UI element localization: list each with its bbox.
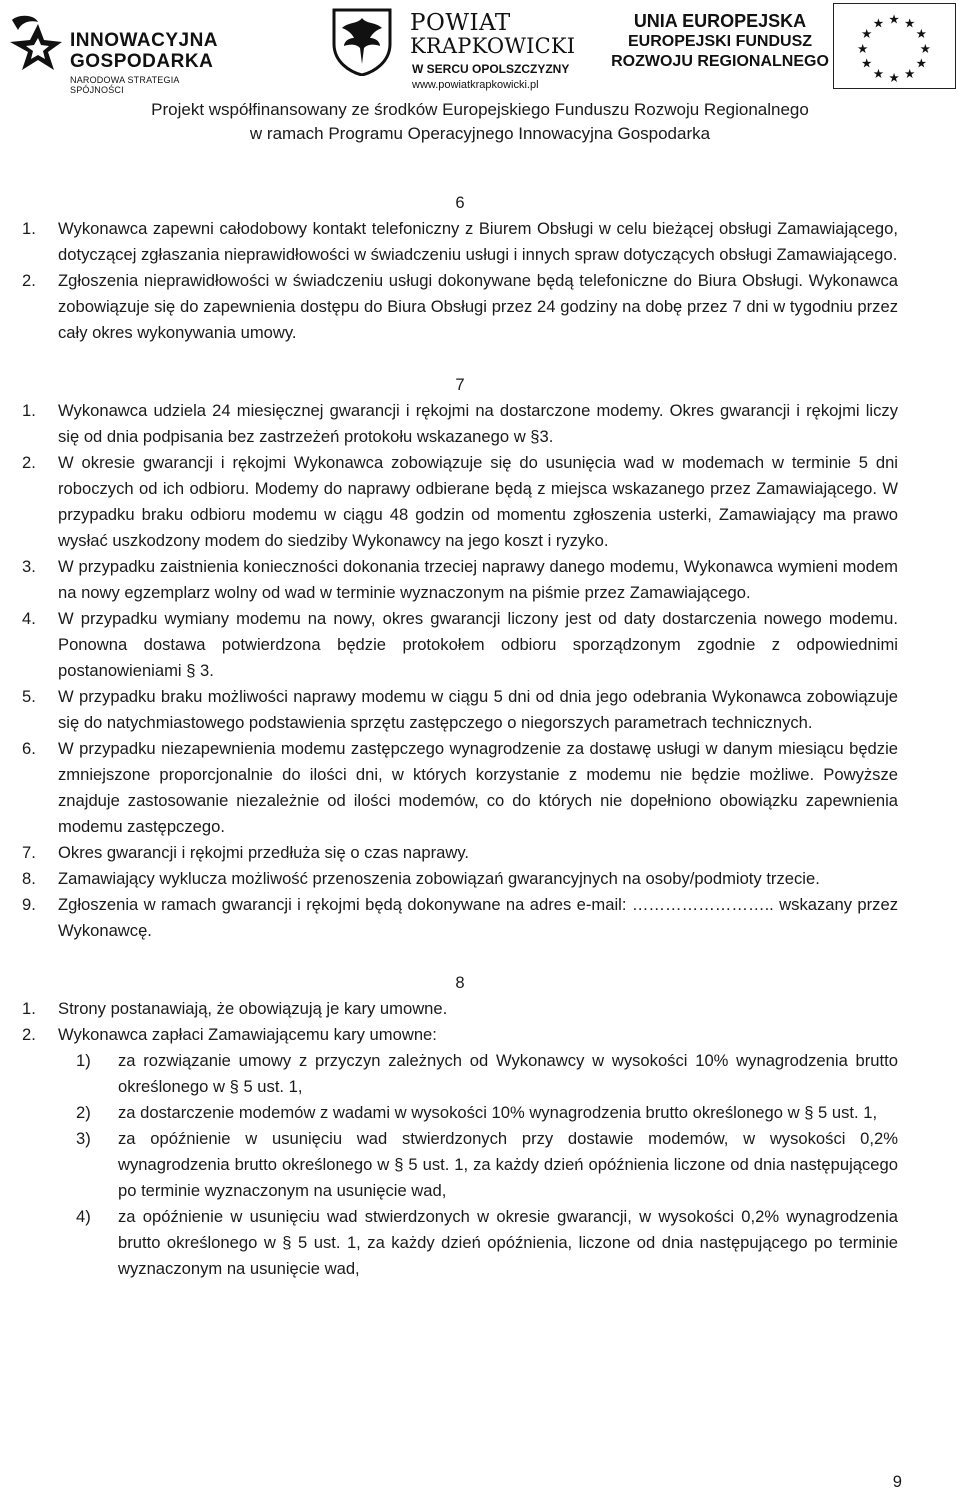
- powiat-logo-line1: POWIAT: [410, 10, 511, 36]
- list-item: [22, 866, 898, 892]
- list-item: [22, 684, 898, 736]
- sublist-item-number: 4): [76, 1207, 91, 1226]
- list-item-text: W przypadku niezapewnienia modemu zastępczego wynagrodzenie za dostawę usługi w danym miesiącu będzie zmniejszone proporcjonalnie do ilości dni, w których korzystanie z modemu nie będzie możliwe. Powyższe znajduje zastosowanie niezależnie od ilości modemów, co do których nie dopełniono obowiązku zapewnienia modemu zastępczego.: [58, 739, 898, 836]
- svg-text:★: ★: [888, 70, 900, 86]
- ig-star-mark-icon: [8, 12, 64, 78]
- sublist-item: [58, 1048, 898, 1100]
- list-item-number: 3.: [22, 557, 36, 576]
- eu-flag-icon: [833, 3, 956, 89]
- page-number: 9: [892, 1472, 902, 1491]
- list-item-number: 9.: [22, 895, 36, 914]
- list-item-text: Zgłoszenia w ramach gwarancji i rękojmi będą dokonywane na adres e-mail: …………………….. wskazany przez Wykonawcę.: [58, 895, 898, 940]
- list-item-text: W okresie gwarancji i rękojmi Wykonawca zobowiązuje się do usunięcia wad w modemach w terminie 5 dni roboczych od ich odbioru. Modemy do naprawy odbierane będą z miejsca wskazanego przez Zamawiającego. W przypadku braku odbioru modemu w ciągu 48 godzin od momentu zgłoszenia usterki, Zamawiający ma prawo wysłać uszkodzony modem do siedziby Wykonawcy na jego koszt i ryzyko.: [58, 453, 898, 550]
- section-7-list: [22, 398, 898, 944]
- list-item: [22, 398, 898, 450]
- section-7-heading: 7: [455, 375, 465, 394]
- section-8-list: [22, 996, 898, 1048]
- svg-text:★: ★: [857, 40, 869, 56]
- list-item-number: 1.: [22, 401, 36, 420]
- section-6-list: [22, 216, 898, 346]
- list-item-number: 1.: [22, 999, 36, 1018]
- list-item-number: 5.: [22, 687, 36, 706]
- section-8-heading: 8: [455, 973, 465, 992]
- list-item-text: Strony postanawiają, że obowiązują je kary umowne.: [58, 999, 448, 1018]
- svg-text:★: ★: [919, 40, 931, 56]
- sublist-item-number: 3): [76, 1129, 91, 1148]
- funding-line1: Projekt współfinansowany ze środków Europejskiego Funduszu Rozwoju Regionalnego: [151, 100, 809, 119]
- svg-text:★: ★: [903, 15, 916, 31]
- list-item: [22, 268, 898, 346]
- list-item-number: 7.: [22, 843, 36, 862]
- list-item-number: 4.: [22, 609, 36, 628]
- sublist-item-number: 1): [76, 1051, 91, 1070]
- sublist-item: [58, 1100, 898, 1126]
- list-item: [22, 216, 898, 268]
- powiat-logo-line2: KRAPKOWICKI: [410, 34, 576, 58]
- svg-text:★: ★: [872, 66, 885, 82]
- ue-logo-line3: ROZWOJU REGIONALNEGO: [611, 53, 829, 70]
- list-item: [22, 996, 898, 1022]
- svg-text:★: ★: [860, 26, 873, 42]
- svg-text:★: ★: [860, 55, 873, 71]
- list-item: [22, 554, 898, 606]
- unia-europejska-logo: [610, 10, 830, 76]
- list-item-number: 1.: [22, 219, 36, 238]
- funding-line2: w ramach Programu Operacyjnego Innowacyjna Gospodarka: [249, 124, 711, 143]
- penalties-sublist: [22, 1048, 898, 1282]
- list-item-number: 6.: [22, 739, 36, 758]
- list-item-text: Zgłoszenia nieprawidłowości w świadczeniu usługi dokonywane będą telefoniczne do Biura Obsługi. Wykonawca zobowiązuje się do zapewnienia dostępu do Biura Obsługi przez 24 godziny na dobę przez 7 dni w tygodniu przez cały okres wykonywania umowy.: [58, 271, 898, 342]
- list-item: [22, 736, 898, 840]
- powiat-krapkowicki-logo: [330, 6, 580, 92]
- innowacyjna-gospodarka-logo: [8, 8, 230, 95]
- svg-text:★: ★: [915, 55, 928, 71]
- section-6-heading: 6: [455, 193, 465, 212]
- sublist-item: [58, 1204, 898, 1282]
- svg-text:★: ★: [888, 11, 900, 27]
- powiat-logo-url: www.powiatkrapkowicki.pl: [412, 79, 539, 91]
- sublist-item-text: za opóźnienie w usunięciu wad stwierdzonych w okresie gwarancji, w wysokości 0,2% wynagrodzenia brutto określonego w § 5 ust. 1, za każdy dzień opóźnienia, liczone od dnia następującego po terminie wyznaczonym na usunięcie wad,: [118, 1207, 898, 1278]
- ig-logo-line3: NARODOWA STRATEGIA SPÓJNOŚCI: [70, 75, 180, 95]
- list-item-text: Wykonawca zapewni całodobowy kontakt telefoniczny z Biurem Obsługi w celu bieżącej obsługi Zamawiającego, dotyczącej zgłaszania nieprawidłowości w świadczeniu usługi i innych spraw dotyczących obsługi Zamawiającego.: [58, 219, 898, 264]
- funding-statement: [0, 98, 960, 146]
- powiat-logo-line3: W SERCU OPOLSZCZYZNY: [412, 62, 570, 76]
- list-item-number: 2.: [22, 1025, 36, 1044]
- list-item-number: 2.: [22, 453, 36, 472]
- list-item: [22, 606, 898, 684]
- list-item-text: W przypadku zaistnienia konieczności dokonania trzeciej naprawy danego modemu, Wykonawca wymieni modem na nowy egzemplarz wolny od wad w terminie wyznaczonym na piśmie przez Zamawiającego.: [58, 557, 898, 602]
- sublist-item-text: za opóźnienie w usunięciu wad stwierdzonych przy dostawie modemów, w wysokości 0,2% wynagrodzenia brutto określonego w § 5 ust. 1, za każdy dzień opóźnienia liczone od dnia następującego po terminie wyznaczonym na usunięcie wad,: [118, 1129, 898, 1200]
- page-header: [0, 0, 960, 95]
- svg-text:★: ★: [872, 15, 885, 31]
- svg-text:★: ★: [915, 26, 928, 42]
- list-item: [22, 1022, 898, 1048]
- eagle-crest-icon: [330, 8, 394, 76]
- list-item-text: Okres gwarancji i rękojmi przedłuża się o czas naprawy.: [58, 843, 470, 862]
- list-item: [22, 840, 898, 866]
- list-item: [22, 450, 898, 554]
- ue-logo-line1: UNIA EUROPEJSKA: [633, 11, 807, 31]
- ue-logo-line2: EUROPEJSKI FUNDUSZ: [627, 33, 813, 50]
- sublist-item-number: 2): [76, 1103, 91, 1122]
- svg-text:★: ★: [903, 66, 916, 82]
- list-item-text: W przypadku braku możliwości naprawy modemu w ciągu 5 dni od dnia jego odebrania Wykonawca zobowiązuje się do natychmiastowego podstawienia sprzętu zastępczego o niegorszych parametrach technicznych.: [58, 687, 898, 732]
- contract-body: [22, 190, 898, 1282]
- list-item-text: Wykonawca udziela 24 miesięcznej gwarancji i rękojmi na dostarczone modemy. Okres gwarancji i rękojmi liczy się od dnia podpisania bez zastrzeżeń protokołu wskazanego w §3.: [58, 401, 898, 446]
- list-item-text: Wykonawca zapłaci Zamawiającemu kary umowne:: [58, 1025, 437, 1044]
- sublist-item-text: za dostarczenie modemów z wadami w wysokości 10% wynagrodzenia brutto określonego w § 5 ust. 1,: [118, 1103, 878, 1122]
- sublist-item: [58, 1126, 898, 1204]
- list-item-number: 8.: [22, 869, 36, 888]
- sublist-item-text: za rozwiązanie umowy z przyczyn zależnych od Wykonawcy w wysokości 10% wynagrodzenia brutto określonego w § 5 ust. 1,: [118, 1051, 898, 1096]
- list-item: [22, 892, 898, 944]
- ig-logo-line2: GOSPODARKA: [70, 51, 214, 72]
- list-item-text: Zamawiający wyklucza możliwość przenoszenia zobowiązań gwarancyjnych na osoby/podmioty trzecie.: [58, 869, 820, 888]
- list-item-text: W przypadku wymiany modemu na nowy, okres gwarancji liczony jest od daty dostarczenia nowego modemu. Ponowna dostawa potwierdzona będzie protokołem odbioru sporządzonym zgodnie z odpowiednimi postanowieniami § 3.: [58, 609, 898, 680]
- ig-logo-line1: INNOWACYJNA: [70, 30, 219, 51]
- list-item-number: 2.: [22, 271, 36, 290]
